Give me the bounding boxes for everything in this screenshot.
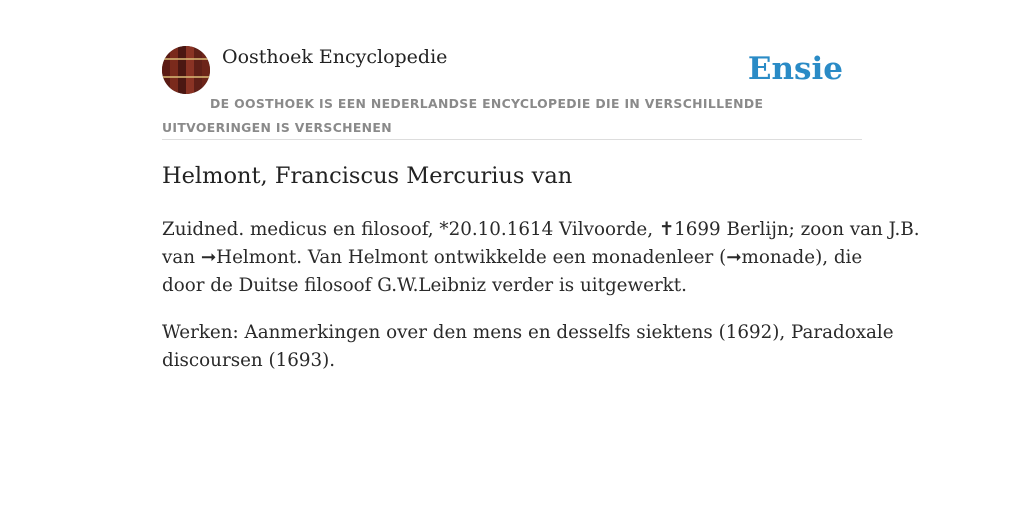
site-title[interactable]: Oosthoek Encyclopedie	[222, 46, 448, 68]
article-title: Helmont, Franciscus Mercurius van	[162, 163, 573, 189]
helmont-link[interactable]	[201, 247, 296, 268]
text-segment: . Van Helmont ontwikkelde een monadenleer (	[296, 247, 727, 268]
site-tagline: DE OOSTHOEK IS EEN NEDERLANDSE ENCYCLOPEDIE DIE IN VERSCHILLENDE UITVOERINGEN IS VERSCHENEN	[162, 96, 764, 135]
encyclopedia-books-avatar[interactable]	[162, 46, 210, 94]
site-header	[162, 46, 862, 140]
paragraph-1-line-1: Zuidned. medicus en filosoof, *20.10.1614 Vilvoorde, ✝1699 Berlijn; zoon van J.B.	[162, 219, 920, 240]
ensie-logo-link[interactable]: Ensie	[747, 51, 843, 87]
arrow-icon: ➞	[726, 247, 742, 268]
article-paragraph-2	[162, 319, 894, 375]
arrow-icon: ➞	[200, 247, 217, 268]
text-segment: van	[162, 247, 201, 268]
monade-link[interactable]	[726, 247, 815, 268]
paragraph-2-line-2: discoursen (1693).	[162, 350, 336, 371]
article-paragraph-1	[162, 216, 920, 300]
text-segment: ), die	[815, 247, 863, 268]
paragraph-1-line-2	[162, 244, 864, 272]
monade-link-label: monade	[741, 247, 816, 268]
paragraph-1-line-3: door de Duitse filosoof G.W.Leibniz verder is uitgewerkt.	[162, 275, 687, 296]
paragraph-2-line-1: Werken: Aanmerkingen over den mens en desselfs siektens (1692), Paradoxale	[162, 322, 894, 343]
helmont-link-label: Helmont	[216, 247, 297, 268]
page-container	[162, 46, 862, 140]
